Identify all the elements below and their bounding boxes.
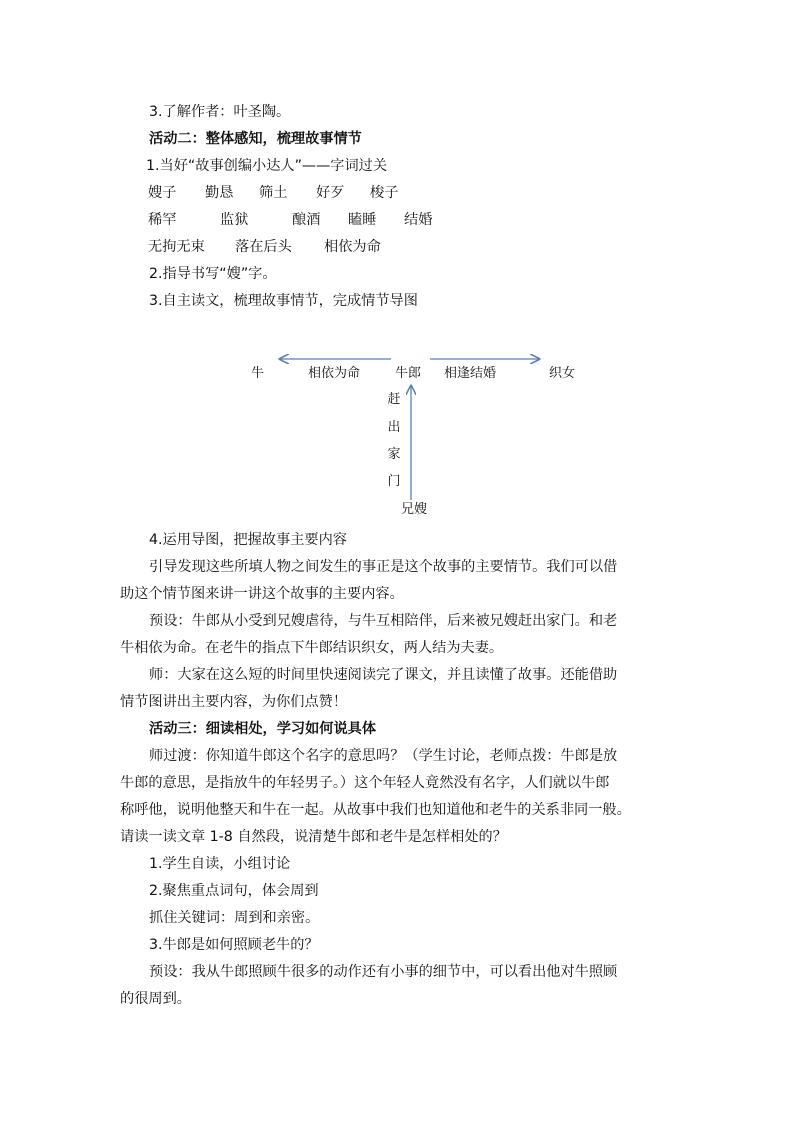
paragraph-line: 请读一读文章 1-8 自然段，说清楚牛郎和老牛是怎样相处的？ [120,829,507,845]
vocab-word: 无拘无束 [148,239,205,255]
activity2-heading: 活动二：整体感知，梳理故事情节 [149,131,362,147]
paragraph-line: 牛郎的意思，是指放牛的年轻男子。）这个年轻人竟然没有名字，人们就以牛郎 [120,775,610,791]
activity2-item2: 2.指导书写“嫂”字。 [149,266,277,282]
vocab-word: 相依为命 [324,239,381,255]
paragraph-line: 师：大家在这么短的时间里快速阅读完了课文，并且读懂了故事。还能借助 [149,667,618,683]
vocab-word: 结婚 [404,212,433,228]
diagram-vertical-char: 赶 [387,392,401,407]
diagram-vertical-char: 门 [387,474,401,489]
diagram-label-left: 相依为命 [308,366,361,381]
vocab-word: 瞌睡 [348,212,377,228]
diagram-node-zhinu: 织女 [549,366,576,381]
diagram-node-brother-sister-in-law: 兄嫂 [401,502,428,517]
vocab-word: 勤恳 [205,185,234,201]
diagram-label-right: 相逢结婚 [444,366,497,381]
vocab-word: 好歹 [316,185,345,201]
activity3-item3: 3.牛郎是如何照顾老牛的？ [149,937,319,953]
item4: 4.运用导图，把握故事主要内容 [149,532,347,548]
activity3-heading: 活动三：细读相处，学习如何说具体 [149,721,377,737]
paragraph-line: 牛相依为命。在老牛的指点下牛郎结识织女，两人结为夫妻。 [120,640,504,656]
diagram-vertical-char: 家 [387,447,401,462]
vocab-word: 筛土 [259,185,288,201]
paragraph-line: 的很周到。 [120,991,191,1007]
vocab-word: 稀罕 [148,212,177,228]
diagram-node-niulang: 牛郎 [395,366,422,381]
vocab-word: 嫂子 [148,185,177,201]
activity3-item2: 2.聚焦重点词句，体会周到 [149,883,319,899]
diagram-node-ox: 牛 [251,366,265,381]
author-line: 3.了解作者：叶圣陶。 [149,104,291,120]
paragraph-line: 引导发现这些所填人物之间发生的事正是这个故事的主要情节。我们可以借 [149,559,618,575]
vocab-word: 落在后头 [235,239,292,255]
activity2-item3: 3.自主读文，梳理故事情节，完成情节导图 [149,293,418,309]
diagram-vertical-char: 出 [387,420,401,435]
activity3-item1: 1.学生自读，小组讨论 [149,856,291,872]
paragraph-line: 师过渡：你知道牛郎这个名字的意思吗？（学生讨论，老师点拨：牛郎是放 [149,748,618,764]
activity3-keywords: 抓住关键词：周到和亲密。 [149,910,320,926]
paragraph-line: 预设：我从牛郎照顾牛很多的动作还有小事的细节中，可以看出他对牛照顾 [149,964,618,980]
paragraph-line: 助这个情节图来讲一讲这个故事的主要内容。 [120,586,404,602]
vocab-word: 监狱 [220,212,249,228]
vocab-word: 梭子 [370,185,399,201]
activity2-item1: 1.当好“故事创编小达人”——字词过关 [146,158,388,174]
paragraph-line: 称呼他，说明他整天和牛在一起。从故事中我们也知道他和老牛的关系非同一般。 [120,802,631,818]
paragraph-line: 情节图讲出主要内容，为你们点赞！ [120,694,348,710]
paragraph-line: 预设：牛郎从小受到兄嫂虐待，与牛互相陪伴，后来被兄嫂赶出家门。和老 [149,613,618,629]
vocab-word: 酿酒 [292,212,321,228]
